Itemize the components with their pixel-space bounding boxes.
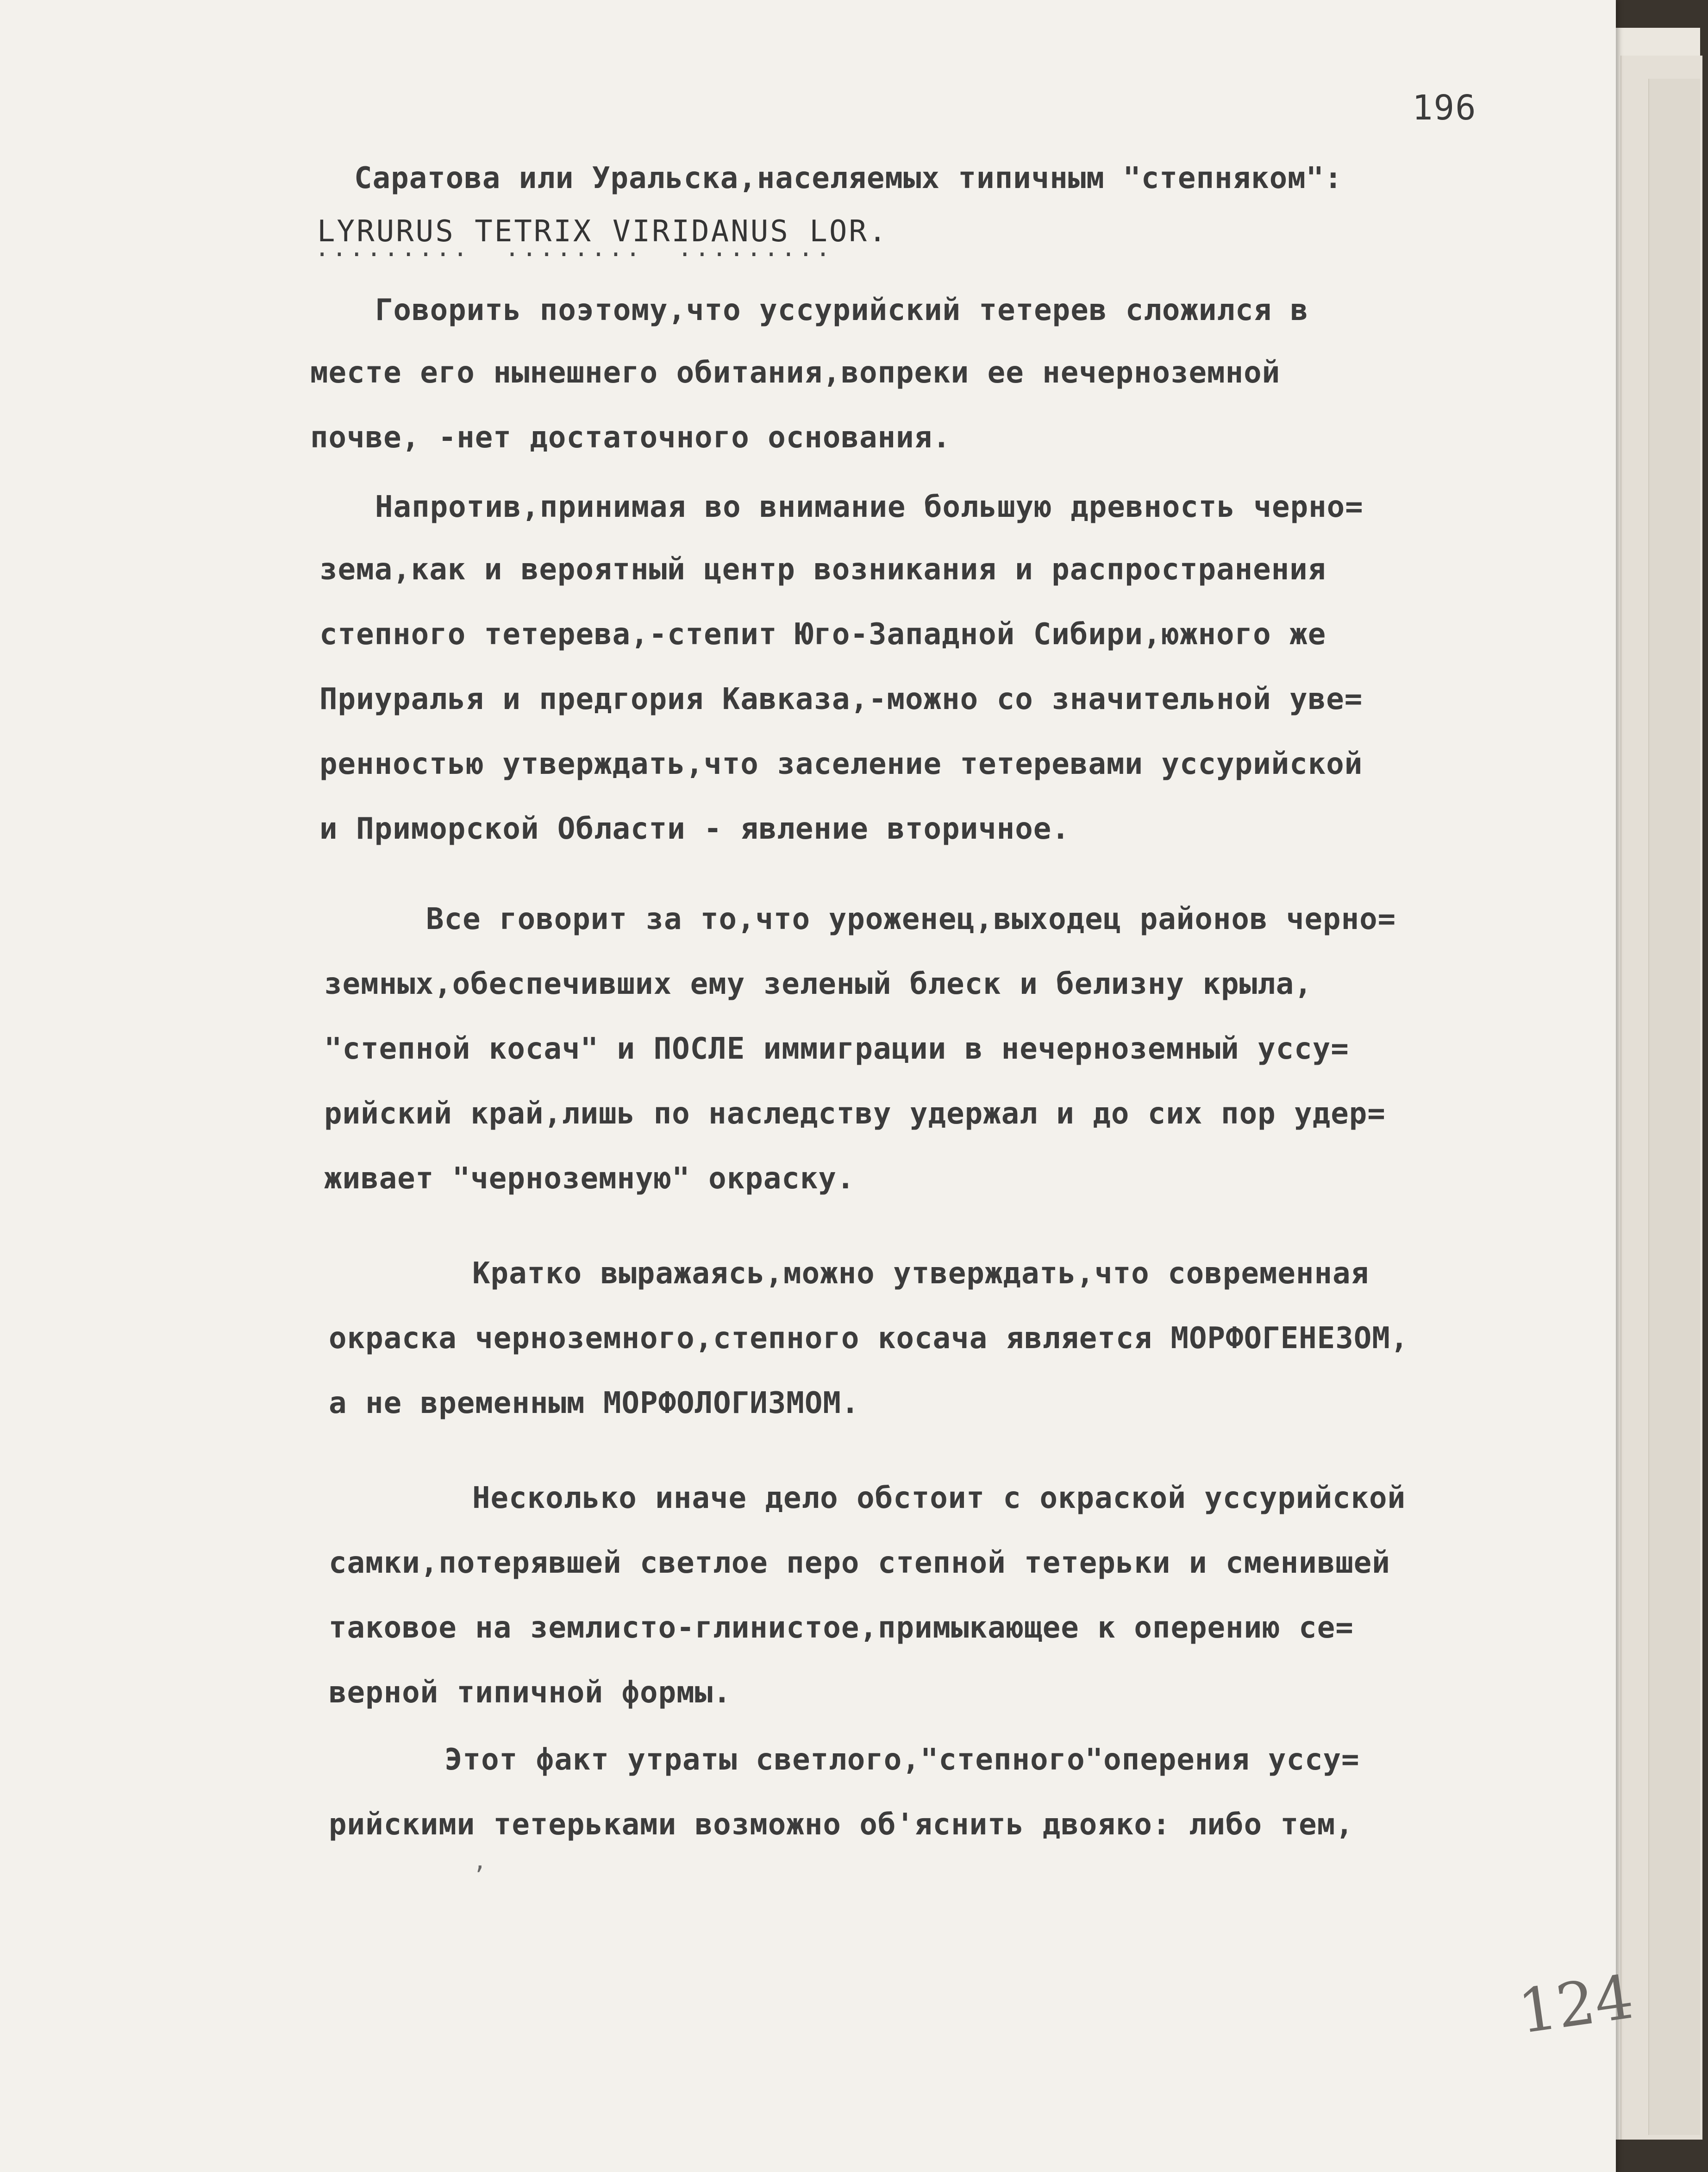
text-line: Несколько иначе дело обстоит с окраской уссурийской (472, 1481, 1406, 1515)
text-line: таковое на землисто-глинистое,примыкающее к оперению се= (329, 1611, 1354, 1645)
text-line: месте его нынешнего обитания,вопреки ее нечерноземной (310, 356, 1281, 390)
text-line: Приуралья и предгория Кавказа,-можно со значительной уве= (319, 682, 1363, 716)
text-line: живает "черноземную" окраску. (324, 1161, 855, 1196)
species-name: LYRURUS TETRIX VIRIDANUS LOR. (317, 214, 888, 249)
text-line: Кратко выражаясь,можно утверждать,что современная (472, 1256, 1370, 1291)
text-line: рийскими тетерьками возможно об'яснить двояко: либо тем, (329, 1808, 1354, 1842)
underlying-sheet (1648, 79, 1700, 2135)
text-line: Этот факт утраты светлого,"степного"оперения уссу= (444, 1743, 1360, 1777)
text-line: окраска черноземного,степного косача является МОРФОГЕНЕЗОМ, (329, 1321, 1409, 1356)
text-line: а не временным МОРФОЛОГИЗМОМ. (329, 1386, 860, 1420)
dotted-underline: ········· ········ ········· (315, 241, 833, 269)
text-line: Саратова или Уральска,населяемых типичным "степняком": (354, 161, 1343, 195)
text-line: Говорить поэтому,что уссурийский тетерев сложился в (375, 293, 1309, 327)
text-line: "степной косач" и ПОСЛЕ иммиграции в нечерноземный уссу= (324, 1032, 1349, 1066)
text-line: ренностью утверждать,что заселение тетеревами уссурийской (319, 747, 1363, 781)
text-line: Все говорит за то,что уроженец,выходец районов черно= (426, 902, 1396, 936)
text-line: рийский край,лишь по наследству удержал и до сих пор удер= (324, 1097, 1386, 1131)
text-line: зема,как и вероятный центр возникания и распространения (319, 552, 1326, 587)
text-line: верной типичной формы. (329, 1676, 732, 1710)
handwritten-folio-number: 124 (1514, 1961, 1638, 2047)
text-line: Напротив,принимая во внимание большую древность черно= (375, 490, 1364, 524)
text-line: почве, -нет достаточного основания. (310, 421, 951, 455)
text-line: земных,обеспечивших ему зеленый блеск и белизну крыла, (324, 967, 1313, 1001)
text-line: самки,потерявшей светлое перо степной тетерьки и сменившей (329, 1546, 1390, 1580)
stray-ink-mark: ʼ (472, 1862, 487, 1889)
page-number: 196 (1412, 88, 1477, 128)
text-line: и Приморской Области - явление вторичное. (319, 812, 1070, 846)
text-line: степного тетерева,-степит Юго-Западной Сибири,южного же (319, 617, 1326, 652)
